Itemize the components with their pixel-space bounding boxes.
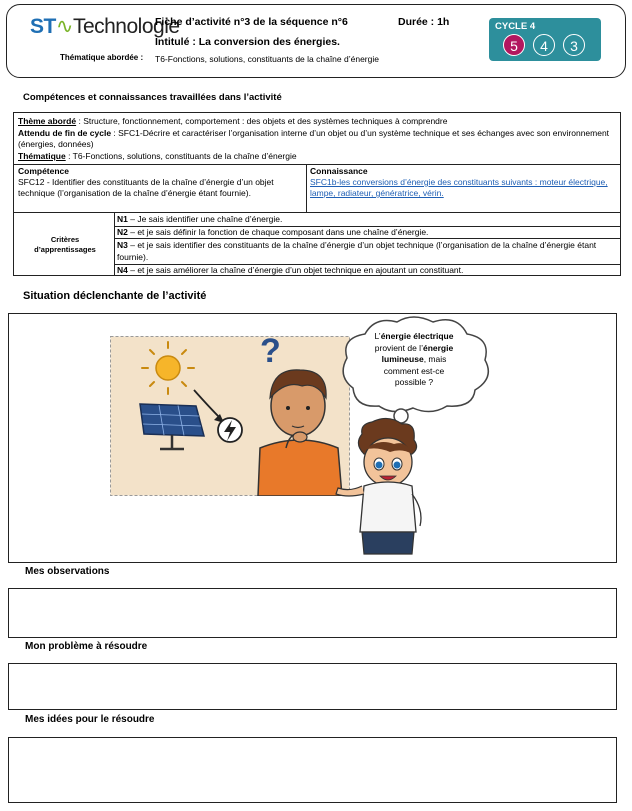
theme-label: Thème abordé: [18, 116, 77, 126]
probleme-box[interactable]: [8, 663, 617, 710]
cycle-label: CYCLE 4: [495, 21, 536, 32]
fiche-title: Fiche d’activité n°3 de la séquence n°6: [155, 16, 348, 28]
observations-heading: Mes observations: [25, 566, 110, 577]
attendu-value: : SFC1-Décrire et caractériser l’organisation interne d’un objet ou d’un système technique et ses échanges avec son environnement (énergies, données): [18, 127, 610, 149]
logo-wave: ∿: [55, 15, 73, 38]
criterion-level: N1: [117, 214, 128, 224]
bubble-text-part: provient de l’: [374, 342, 423, 353]
criterion-level: N4: [117, 265, 128, 275]
criterion-n3: [117, 239, 617, 263]
logo-technologie: Technologie: [72, 15, 180, 38]
duree: Durée : 1h: [398, 16, 450, 28]
connaissance-label: Connaissance: [310, 166, 368, 176]
competence-label: Compétence: [18, 166, 70, 176]
divider: [14, 164, 620, 165]
cycle-level-5: 5: [503, 34, 525, 56]
cycle-level-3: 3: [563, 34, 585, 56]
competences-heading: Compétences et connaissances travaillées dans l’activité: [23, 92, 282, 103]
connaissance-cell: [310, 166, 616, 199]
connaissance-link[interactable]: SFC1b-les conversions d’énergie des constituants suivants : moteur électrique, lampe, radiateur, génératrice, vérin.: [310, 177, 608, 198]
thematique-row-label: Thématique: [18, 150, 66, 161]
competences-table: [13, 112, 621, 276]
criterion-n4: [117, 265, 617, 276]
bubble-text-part: énergie: [422, 342, 454, 353]
cycle-level-4: 4: [533, 34, 555, 56]
criterion-text: – et je sais améliorer la chaîne d’énergie d’un objet technique en ajoutant un constituant.: [127, 265, 464, 275]
bubble-text-part: L’: [374, 331, 381, 341]
criterion-text: – et je sais identifier des constituants de la chaîne d’énergie d’un objet technique (l’organisation de la chaîne d’énergie étant fournie).: [117, 240, 597, 262]
observations-box[interactable]: [8, 588, 617, 638]
bubble-text-part: possible ?: [394, 377, 434, 387]
bubble-text-part: lumineuse: [381, 354, 424, 364]
lightning-icon: [218, 418, 242, 442]
competence-cell: [18, 166, 304, 199]
criterion-text: – et je sais définir la fonction de chaque composant dans une chaîne d’énergie.: [127, 227, 429, 237]
divider: [14, 212, 620, 213]
divider: [306, 164, 307, 212]
criterion-n2: [117, 227, 617, 238]
theme-value: : Structure, fonctionnement, comportement : des objets et des systèmes techniques à comprendre: [76, 116, 448, 126]
cycle-badge: [489, 18, 601, 61]
situation-heading: Situation déclenchante de l’activité: [23, 290, 207, 302]
pointing-boy-illustration: [328, 414, 428, 562]
bubble-text-part: énergie électrique: [380, 331, 454, 341]
idees-box[interactable]: [8, 737, 617, 803]
question-mark: ?: [260, 332, 281, 370]
divider: [114, 212, 115, 276]
probleme-heading: Mon problème à résoudre: [25, 641, 148, 652]
logo-st: ST: [30, 15, 56, 38]
bubble-text: [358, 331, 470, 389]
criterion-n1: [117, 214, 617, 225]
intitule: Intitulé : La conversion des énergies.: [155, 36, 340, 48]
illustration-panel: [110, 332, 350, 496]
criterion-level: N2: [117, 227, 128, 237]
criterion-text: – Je sais identifier une chaîne d’énergie.: [127, 214, 283, 224]
criteres-label: Critères d’apprentissages: [34, 235, 96, 254]
thematique-label: Thématique abordée :: [60, 53, 144, 62]
bubble-text-part: , mais: [423, 354, 447, 364]
attendu-label: Attendu de fin de cycle: [18, 127, 112, 138]
thematique-row-value: : T6-Fonctions, solutions, constituants de la chaîne d’énergie: [65, 150, 297, 161]
idees-heading: Mes idées pour le résoudre: [25, 714, 155, 725]
competence-value: SFC12 - Identifier des constituants de la chaîne d’énergie d’un objet technique (l’organisation de la chaîne d’énergie étant fournie).: [18, 177, 274, 198]
bubble-text-part: comment est-ce: [383, 365, 445, 376]
table-theme-row: [18, 116, 616, 162]
criterion-level: N3: [117, 240, 128, 250]
thematique-value: T6-Fonctions, solutions, constituants de la chaîne d’énergie: [155, 54, 379, 64]
